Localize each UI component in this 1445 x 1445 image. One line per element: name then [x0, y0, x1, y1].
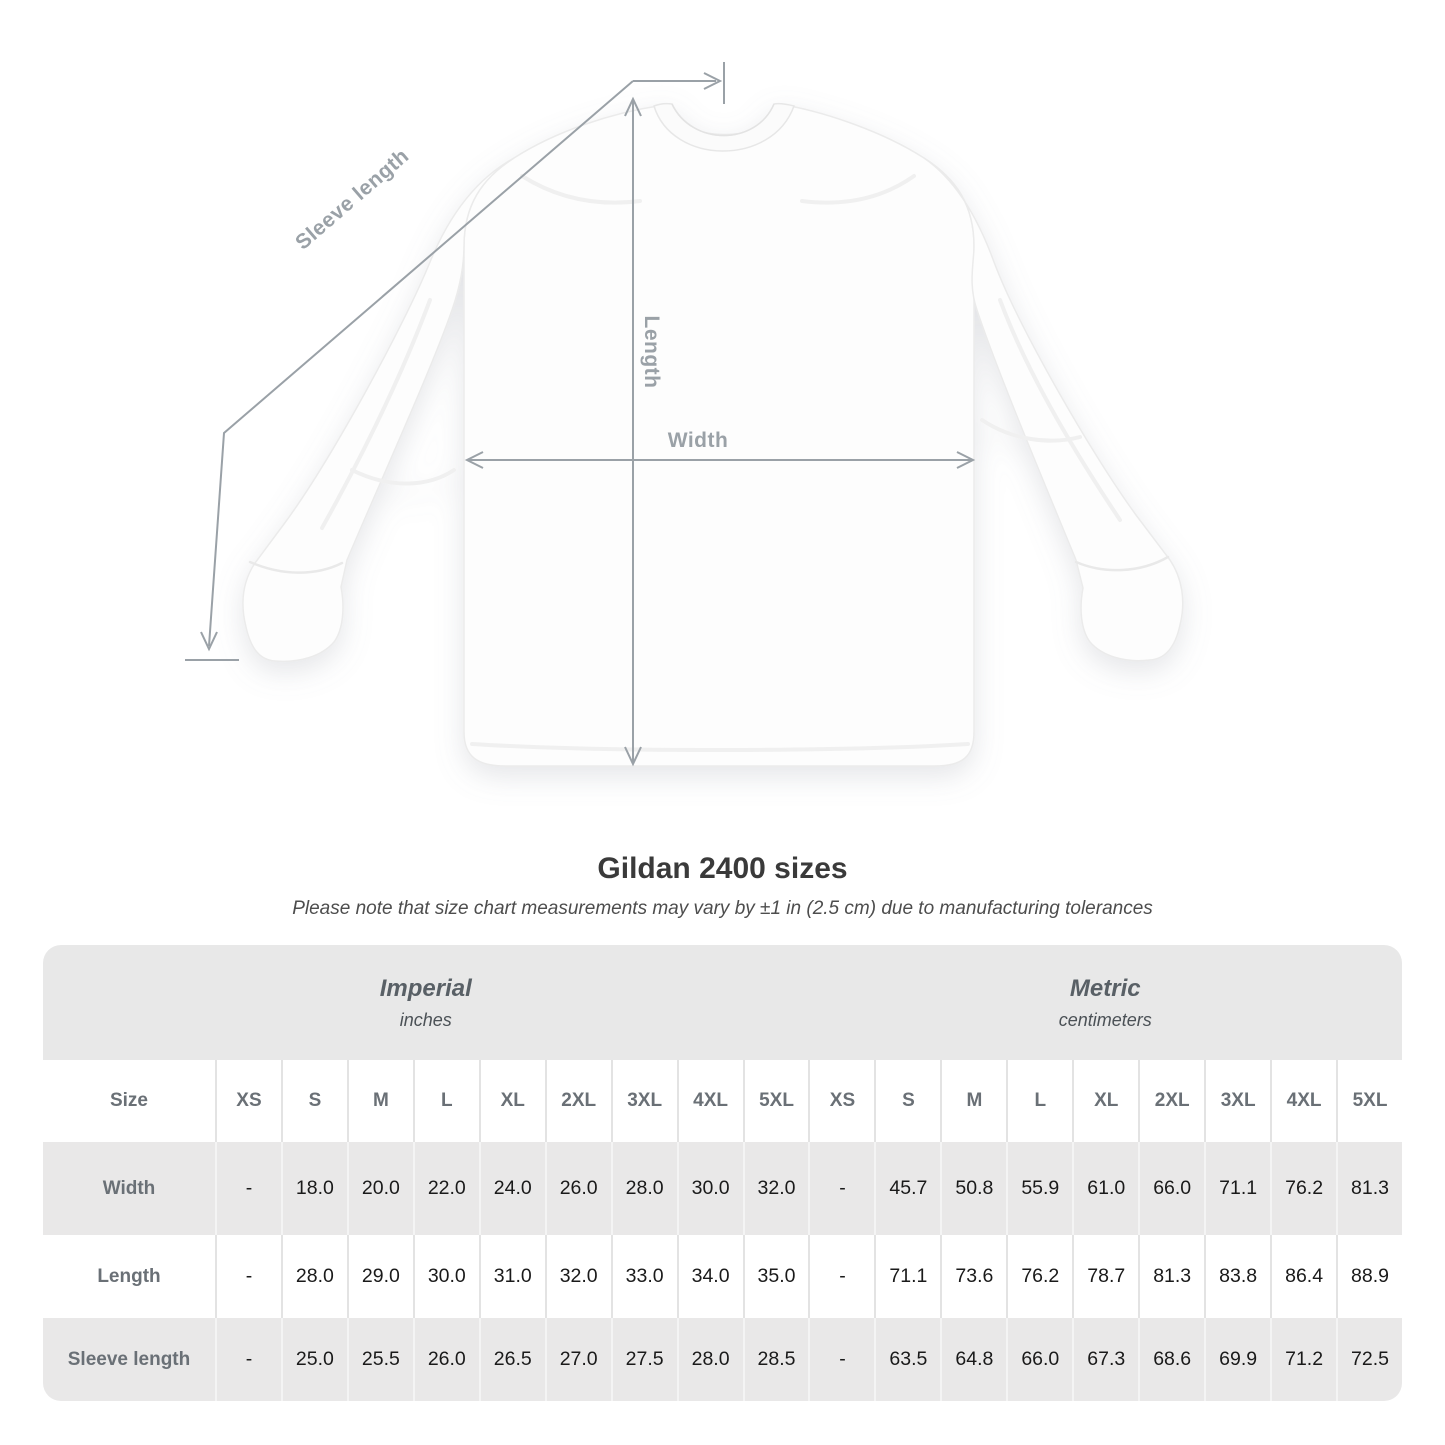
table-cell: 28.5 — [743, 1318, 809, 1401]
size-table — [43, 945, 1402, 1401]
table-cell: 50.8 — [940, 1142, 1006, 1235]
table-cell: 55.9 — [1006, 1142, 1072, 1235]
metric-title: Metric — [1069, 974, 1141, 1002]
table-cell: 22.0 — [413, 1142, 479, 1235]
table-cell: 18.0 — [281, 1142, 347, 1235]
table-cell: 73.6 — [940, 1235, 1006, 1318]
table-cell: 76.2 — [1006, 1235, 1072, 1318]
table-cell: 26.0 — [545, 1142, 611, 1235]
table-cell: 76.2 — [1270, 1142, 1336, 1235]
imperial-unit: inches — [399, 1009, 452, 1030]
sleeve-length-label: Sleeve length — [291, 144, 414, 255]
table-cell: - — [808, 1318, 874, 1401]
table-cell: 45.7 — [874, 1142, 940, 1235]
table-cell: 71.1 — [1204, 1142, 1270, 1235]
table-cell: 25.5 — [347, 1318, 413, 1401]
size-col-header: 5XL — [1336, 1060, 1402, 1142]
table-cell: 71.2 — [1270, 1318, 1336, 1401]
page-subtitle: Please note that size chart measurements may vary by ±1 in (2.5 cm) due to manufacturing tolerances — [292, 898, 1153, 919]
table-cell: 86.4 — [1270, 1235, 1336, 1318]
size-col-header: XL — [1072, 1060, 1138, 1142]
table-cell: - — [808, 1142, 874, 1235]
size-col-header: XS — [215, 1060, 281, 1142]
size-col-header: 2XL — [1138, 1060, 1204, 1142]
table-cell: 34.0 — [677, 1235, 743, 1318]
table-cell: 28.0 — [677, 1318, 743, 1401]
table-cell: 29.0 — [347, 1235, 413, 1318]
table-cell: 83.8 — [1204, 1235, 1270, 1318]
table-cell: - — [808, 1235, 874, 1318]
table-cell: 27.5 — [611, 1318, 677, 1401]
length-label: Length — [640, 315, 663, 389]
table-cell: 26.0 — [413, 1318, 479, 1401]
table-cell: 25.0 — [281, 1318, 347, 1401]
table-cell: 26.5 — [479, 1318, 545, 1401]
size-col-header: 5XL — [743, 1060, 809, 1142]
table-cell: 68.6 — [1138, 1318, 1204, 1401]
table-cell: 81.3 — [1138, 1235, 1204, 1318]
row-label: Length — [43, 1235, 215, 1318]
size-col-header: 4XL — [677, 1060, 743, 1142]
table-cell: 30.0 — [677, 1142, 743, 1235]
table-cell: 66.0 — [1138, 1142, 1204, 1235]
size-col-header: 3XL — [611, 1060, 677, 1142]
size-col-header: L — [413, 1060, 479, 1142]
table-cell: 72.5 — [1336, 1318, 1402, 1401]
table-cell: 28.0 — [611, 1142, 677, 1235]
table-cell: 28.0 — [281, 1235, 347, 1318]
table-cell: 71.1 — [874, 1235, 940, 1318]
table-cell: 64.8 — [940, 1318, 1006, 1401]
size-col-header: M — [940, 1060, 1006, 1142]
table-cell: 66.0 — [1006, 1318, 1072, 1401]
table-cell: 61.0 — [1072, 1142, 1138, 1235]
table-cell: 35.0 — [743, 1235, 809, 1318]
table-cell: - — [215, 1142, 281, 1235]
table-cell: 32.0 — [743, 1142, 809, 1235]
table-cell: - — [215, 1235, 281, 1318]
row-label: Width — [43, 1142, 215, 1235]
table-cell: 32.0 — [545, 1235, 611, 1318]
imperial-section-header — [43, 945, 808, 1060]
table-cell: 69.9 — [1204, 1318, 1270, 1401]
table-cell: 27.0 — [545, 1318, 611, 1401]
table-cell: 67.3 — [1072, 1318, 1138, 1401]
metric-unit: centimeters — [1058, 1009, 1152, 1030]
size-row-label: Size — [43, 1060, 215, 1142]
row-label: Sleeve length — [43, 1318, 215, 1401]
size-col-header: 4XL — [1270, 1060, 1336, 1142]
imperial-title: Imperial — [379, 974, 472, 1002]
metric-section-header — [808, 945, 1402, 1060]
size-col-header: XS — [808, 1060, 874, 1142]
table-cell: 33.0 — [611, 1235, 677, 1318]
width-label: Width — [667, 429, 729, 452]
table-cell: 81.3 — [1336, 1142, 1402, 1235]
table-cell: 63.5 — [874, 1318, 940, 1401]
table-cell: 88.9 — [1336, 1235, 1402, 1318]
table-cell: 20.0 — [347, 1142, 413, 1235]
table-cell: 78.7 — [1072, 1235, 1138, 1318]
table-cell: - — [215, 1318, 281, 1401]
size-col-header: 3XL — [1204, 1060, 1270, 1142]
size-col-header: S — [281, 1060, 347, 1142]
size-col-header: 2XL — [545, 1060, 611, 1142]
size-col-header: XL — [479, 1060, 545, 1142]
page-title: Gildan 2400 sizes — [597, 852, 848, 885]
table-cell: 30.0 — [413, 1235, 479, 1318]
table-cell: 31.0 — [479, 1235, 545, 1318]
table-cell: 24.0 — [479, 1142, 545, 1235]
size-col-header: M — [347, 1060, 413, 1142]
size-col-header: L — [1006, 1060, 1072, 1142]
size-col-header: S — [874, 1060, 940, 1142]
